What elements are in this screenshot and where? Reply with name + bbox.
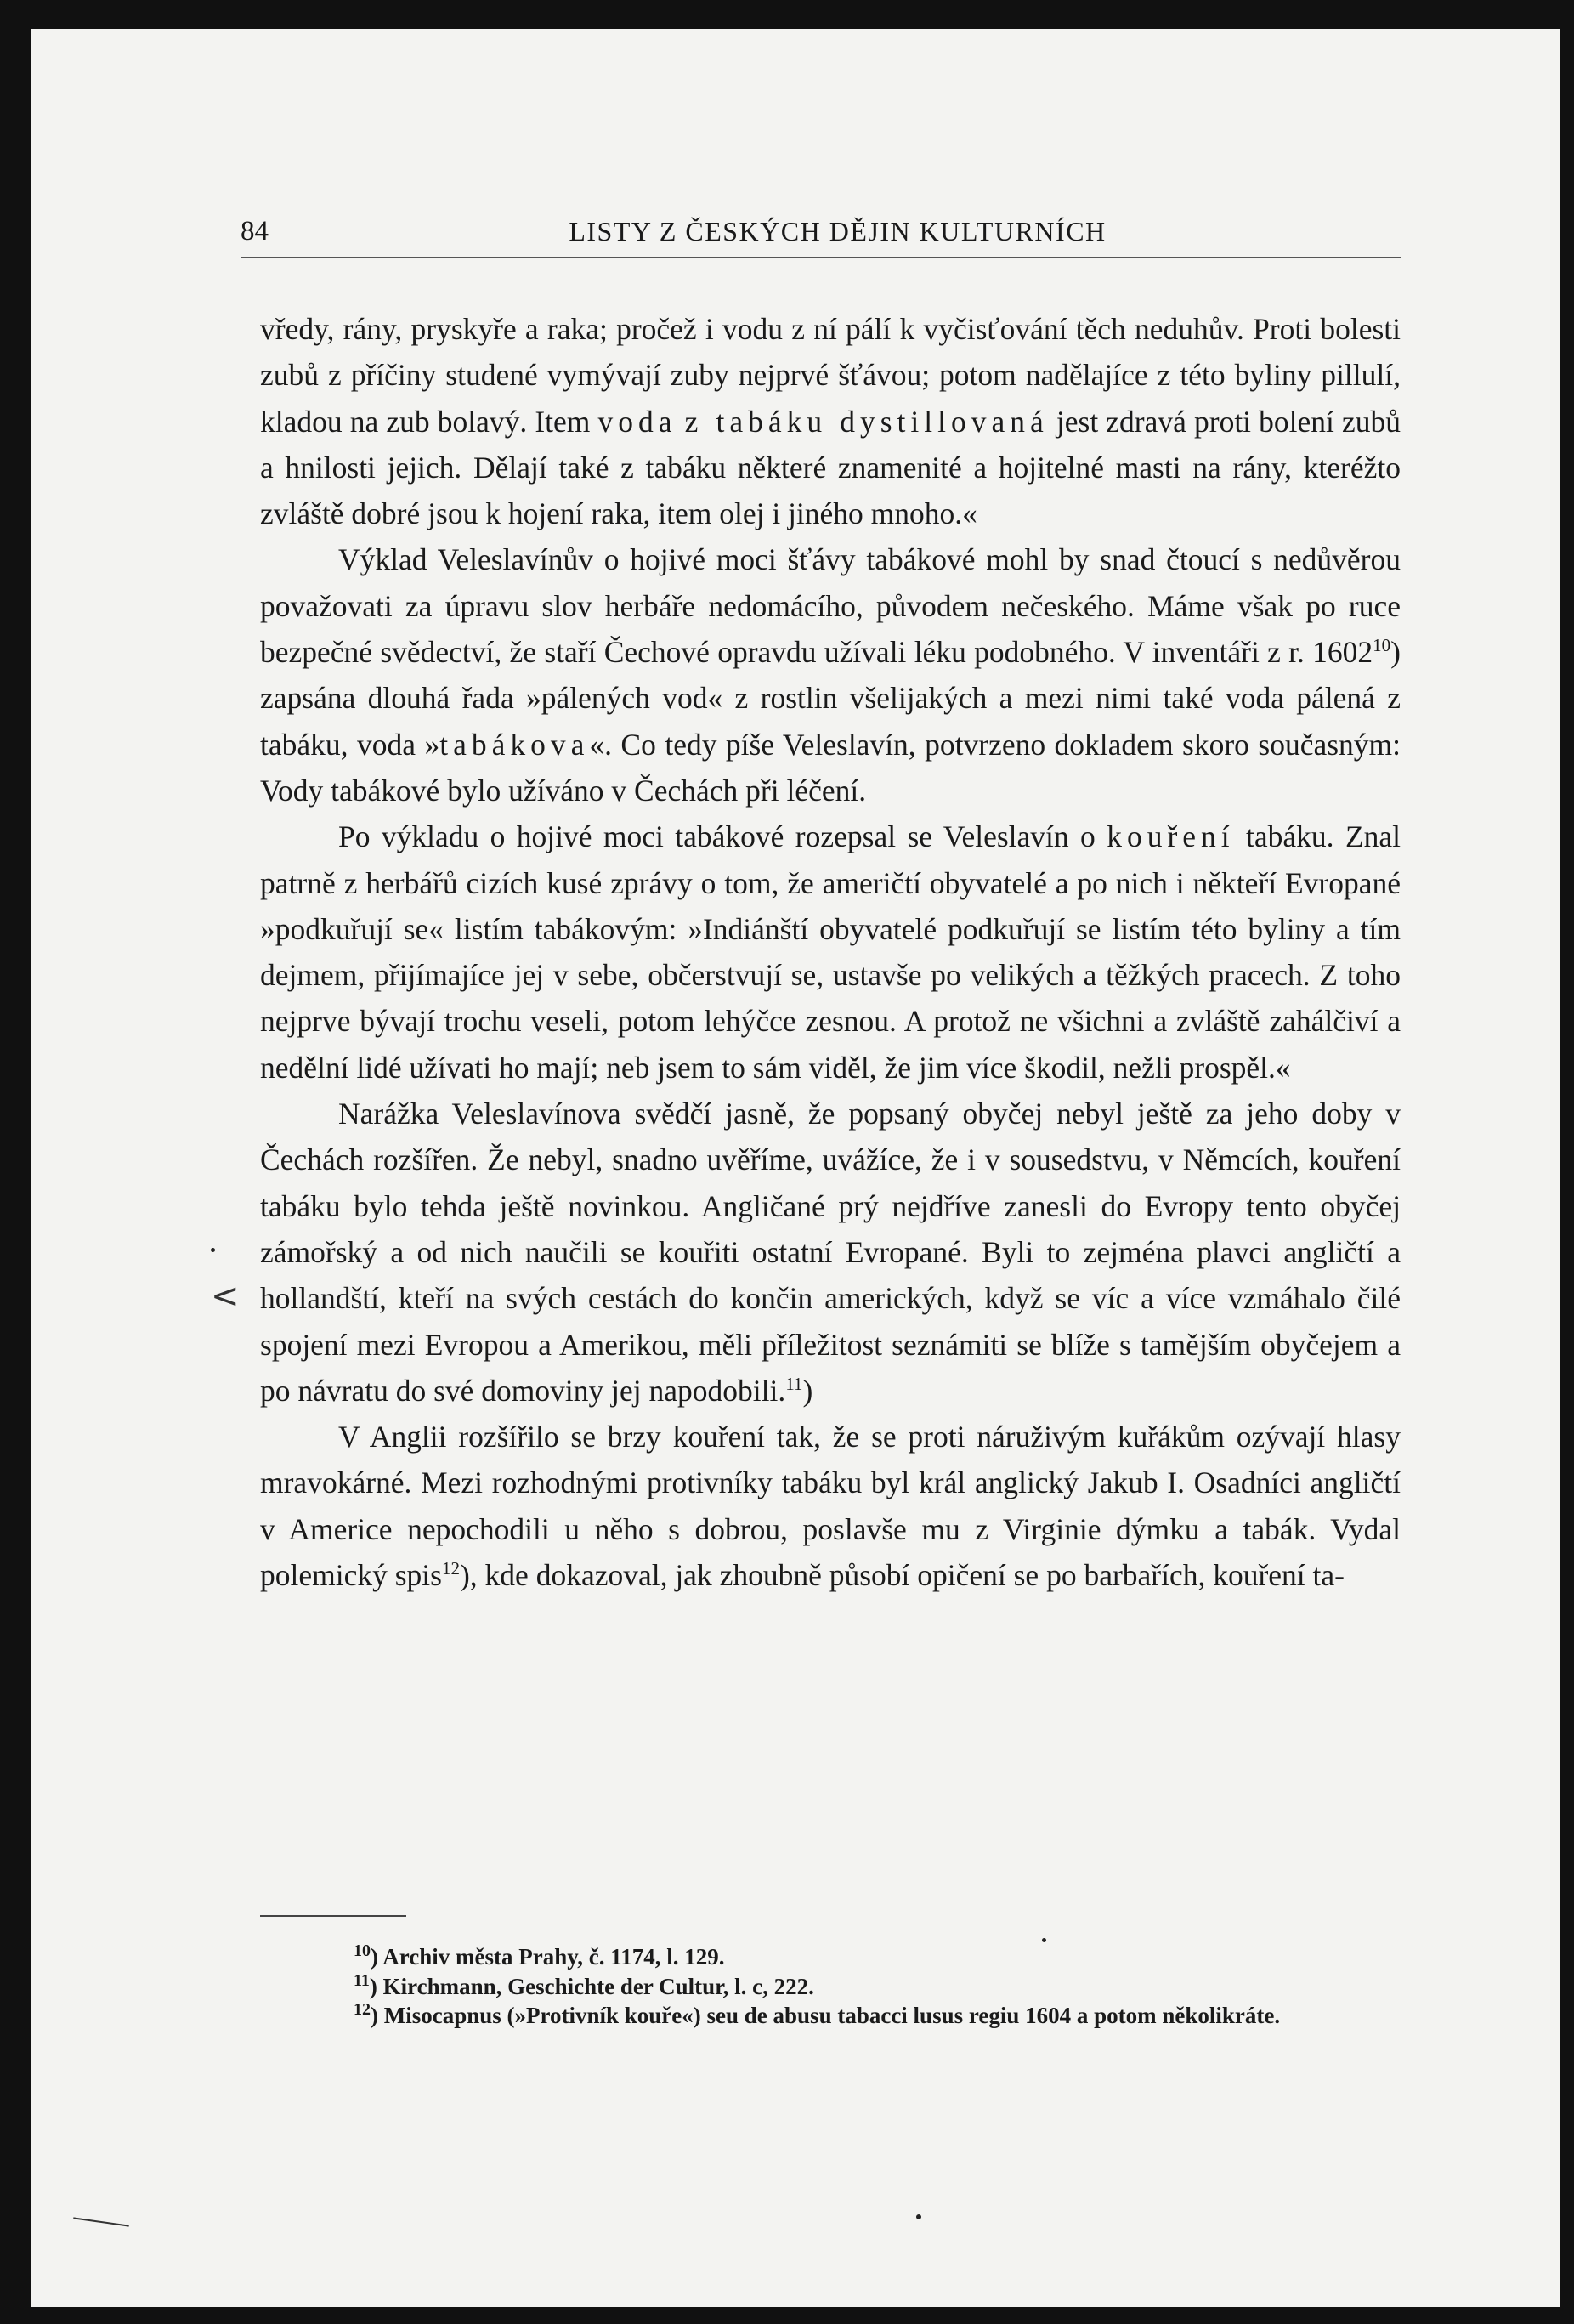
text-run: Narážka Veleslavínova svědčí jasně, že popsaný obyčej nebyl ještě za jeho doby v Čechách rozšířen. Že nebyl, snadno uvěříme, uvážíce, že i v sousedstvu, v Němcích, kouření tabáku bylo tehda ještě novinkou. Angličané prý nejdříve zanesli do Evropy tento obyčej zámořský a od nich naučili se kouřiti ostatní Evropané. Byli to zejména plavci angličtí a hollandští, kteří na svých cestách do končin amerických, když se víc a více vzmáhalo čilé spojení mezi Evropou a Amerikou, měli příležitost seznámiti se blíže s tamějším obyčejem a po návratu do své domoviny jej napodobili. (260, 1097, 1401, 1408)
footnote (260, 1972, 1293, 2002)
footnote-number: 10 (354, 1941, 371, 1960)
paragraph (260, 306, 1401, 536)
spaced-emphasis: z tabáku dystillovaná (684, 404, 1049, 439)
footnote (260, 1942, 1293, 1972)
footnote-divider (260, 1915, 406, 1917)
footnote-number: 12 (354, 2000, 371, 2019)
footnote-reference: 10 (1373, 635, 1391, 656)
text-run: Po výkladu o hojivé moci tabákové rozepsal se Veleslavín o (338, 819, 1107, 854)
margin-pencil-mark-icon: < (211, 1277, 240, 1316)
page-header (241, 214, 1401, 258)
scan-speck (1042, 1938, 1046, 1942)
text-run: ) zapsána dlouhá řada »pálených vod« z rostlin všelijakých a mezi nimi také voda pálená z tabáku, voda » (260, 635, 1401, 762)
footnote-text: ) Kirchmann, Geschichte der Cultur, l. c, 222. (369, 1973, 814, 1999)
footnote-text: ) Archiv města Prahy, č. 1174, l. 129. (371, 1944, 725, 1970)
spaced-emphasis: tabákova (439, 727, 590, 762)
footnote-reference: 12 (441, 1558, 460, 1579)
page-number: 84 (241, 216, 269, 247)
scan-speck (211, 1248, 215, 1252)
text-run: V Anglii rozšířilo se brzy kouření tak, že se proti náruživým kuřákům ozývají hlasy mravokárné. Mezi rozhodnými protivníky tabáku byl král anglický Jakub I. Osadníci angličtí v Americe nepochodili u něho s dobrou, poslavše mu z Virginie dýmku a tabák. Vydal polemický spis (260, 1420, 1401, 1593)
text-run: ) (802, 1373, 813, 1408)
text-run: «. Co tedy píše Veleslavín, potvrzeno dokladem skoro současným: Vody tabákové bylo užíváno v Čechách při léčení. (260, 727, 1401, 808)
footnote (260, 2001, 1293, 2031)
paragraph (260, 1091, 1401, 1414)
paragraph (260, 1414, 1401, 1598)
footnotes (260, 1942, 1293, 2031)
footnote-reference: 11 (785, 1374, 803, 1394)
spaced-emphasis: kouření (1107, 819, 1235, 854)
paragraph (260, 813, 1401, 1091)
spaced-emphasis: voda (597, 404, 677, 439)
text-run: tabáku. Znal patrně z herbářů cizích kusé zprávy o tom, že američtí obyvatelé a po nich i někteří Evropané »podkuřují se« listím tabákovým: »Indiánští obyvatelé podkuřují se listím této byliny a tím dejmem, přijímajíce jej v sebe, občerstvují se, ustavše po velikých a těžkých pracech. Z toho nejprve bývají trochu veseli, potom lehýčce zesnou. A protož ne všichni a zvláště zahálčiví a nedělní lidé užívati ho mají; neb jsem to sám viděl, že jim více škodil, nežli prospěl.« (260, 819, 1401, 1085)
text-run: jest zdravá proti bolení zubů a hnilosti jejich. Dělají také z tabáku některé znamenité a hojitelné masti na rány, kteréžto zvláště dobré jsou k hojení raka, item olej i jiného mnoho.« (260, 404, 1401, 531)
scan-speck (916, 2214, 921, 2219)
paragraph (260, 536, 1401, 813)
footnote-text: ) Misocapnus (»Protivník kouře«) seu de abusu tabacci lusus regiu 1604 a potom několikráte. (371, 2003, 1281, 2028)
footnote-number: 11 (354, 1970, 370, 1990)
running-title: LISTY Z ČESKÝCH DĚJIN KULTURNÍCH (569, 216, 1107, 247)
text-run (677, 405, 685, 439)
body-text (260, 306, 1401, 1598)
text-run: ), kde dokazoval, jak zhoubně působí opičení se po barbařích, kouření ta- (459, 1558, 1345, 1593)
text-run: Výklad Veleslavínův o hojivé moci šťávy tabákové mohl by snad čtoucí s nedůvěrou považovati za úpravu slov herbáře nedomácího, původem nečeského. Máme však po ruce bezpečné svědectví, že staří Čechové opravdu užívali léku podobného. V inventáři z r. 1602 (260, 542, 1401, 670)
text-run: vředy, rány, pryskyře a raka; pročež i vodu z ní pálí k vyčisťování těch neduhův. Proti bolesti zubů z příčiny studené vymývají zuby nejprvé šťávou; potom nadělajíce z této byliny pillulí, kladou na zub bolavý. Item (260, 312, 1401, 439)
